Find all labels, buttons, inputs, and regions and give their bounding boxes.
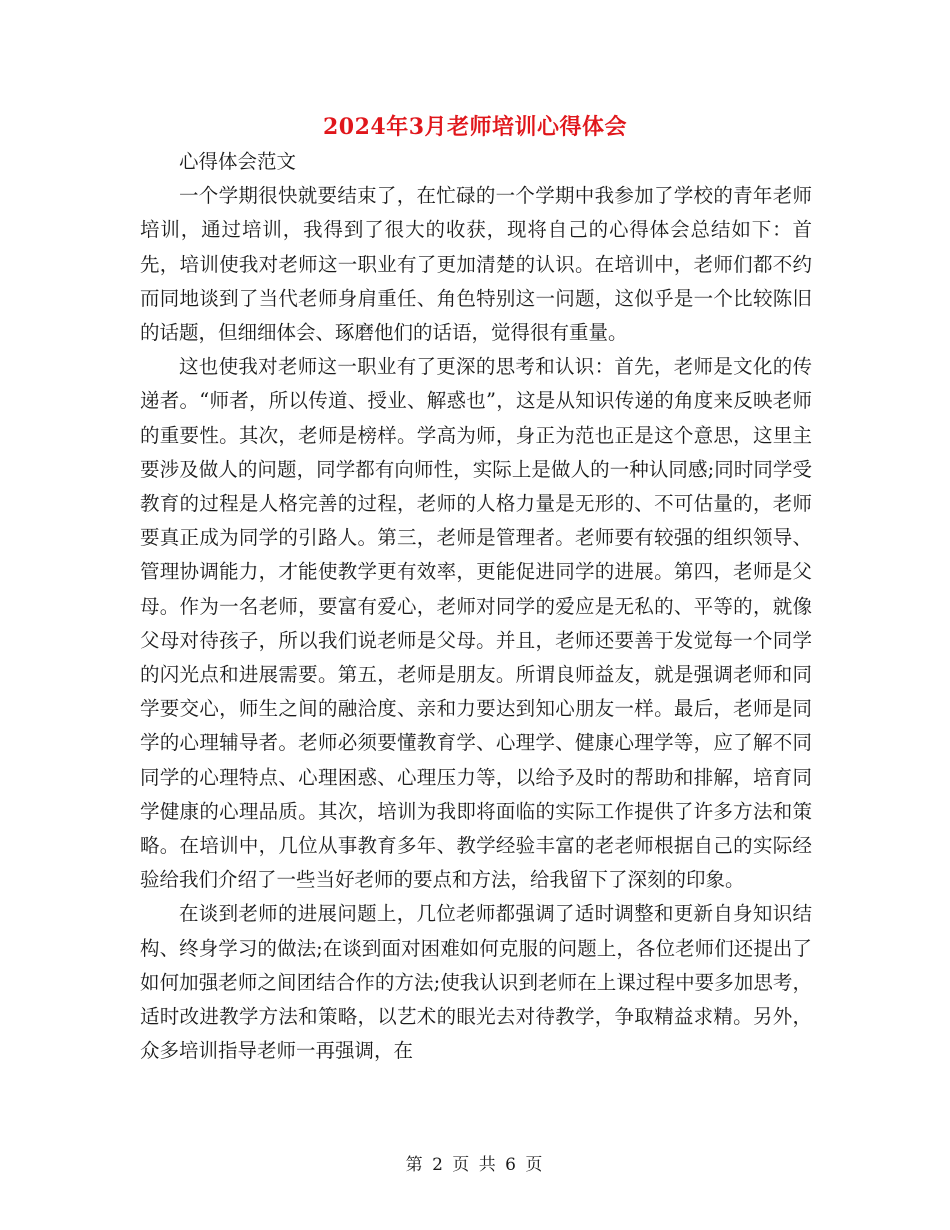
paragraph-2: 这也使我对老师这一职业有了更深的思考和认识：首先，老师是文化的传递者。“师者，所以传道、授业、解惑也”，这是从知识传递的角度来反映老师的重要性。其次，老师是榜样。学高为师，身正为范也正是这个意思，这里主要涉及做人的问题，同学都有向师性，实际上是做人的一种认同感;同时同学受教育的过程是人格完善的过程，老师的人格力量是无形的、不可估量的，老师要真正成为同学的引路人。第三，老师是管理者。老师要有较强的组织领导、管理协调能力，才能使教学更有效率，更能促进同学的进展。第四，老师是父母。作为一名老师，要富有爱心，老师对同学的爱应是无私的、平等的，就像父母对待孩子，所以我们说老师是父母。并且，老师还要善于发觉每一个同学的闪光点和进展需要。第五，老师是朋友。所谓良师益友，就是强调老师和同学要交心，师生之间的融洽度、亲和力要达到知心朋友一样。最后，老师是同学的心理辅导者。老师必须要懂教育学、心理学、健康心理学等，应了解不同同学的心理特点、心理困惑、心理压力等，以给予及时的帮助和排解，培育同学健康的心理品质。其次，培训为我即将面临的实际工作提供了许多方法和策略。在培训中，几位从事教育多年、教学经验丰富的老老师根据自己的实际经验给我们介绍了一些当好老师的要点和方法，给我留下了深刻的印象。 [140,355,812,892]
paragraph-subtitle: 心得体会范文 [179,150,297,173]
page-number-footer: 第 2 页 共 6 页 [405,1155,545,1175]
document-body [140,145,812,1068]
paragraph-1: 一个学期很快就要结束了，在忙碌的一个学期中我参加了学校的青年老师培训，通过培训，我得到了很大的收获，现将自己的心得体会总结如下：首先，培训使我对老师这一职业有了更加清楚的认识。在培训中，老师们都不约而同地谈到了当代老师身肩重任、角色特别这一问题，这似乎是一个比较陈旧的话题，但细细体会、琢磨他们的话语，觉得很有重量。 [140,184,812,345]
paragraph-3: 在谈到老师的进展问题上，几位老师都强调了适时调整和更新自身知识结构、终身学习的做法;在谈到面对困难如何克服的问题上，各位老师们还提出了如何加强老师之间团结合作的方法;使我认识到老师在上课过程中要多加思考，适时改进教学方法和策略，以艺术的眼光去对待教学，争取精益求精。另外，众多培训指导老师一再强调，在 [140,902,812,1063]
document-title: 2024年3月老师培训心得体会 [322,114,628,140]
